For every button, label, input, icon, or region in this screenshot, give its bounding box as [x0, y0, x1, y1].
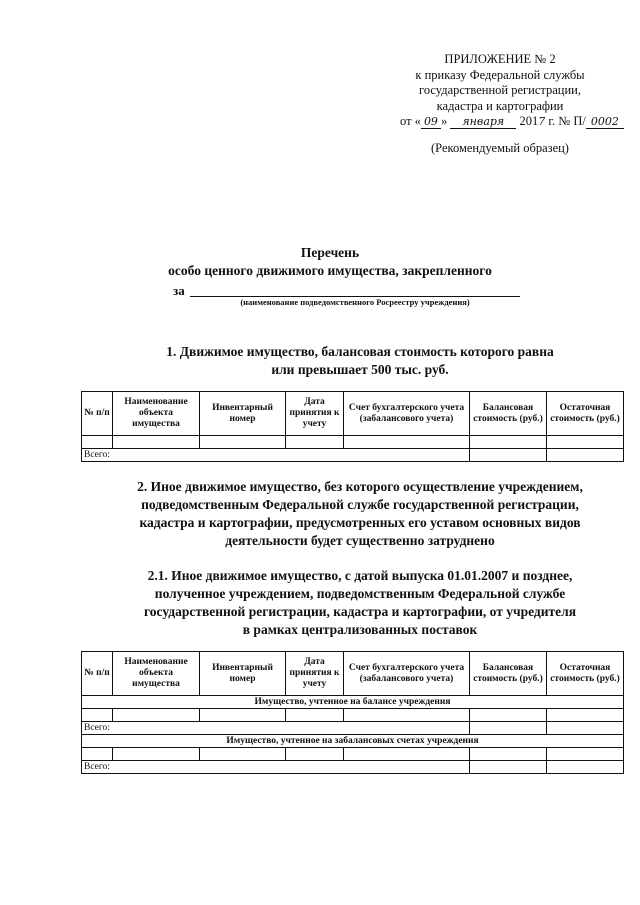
table-1	[81, 391, 624, 462]
table-subheader-balance: Имущество, учтенное на балансе учреждения	[82, 696, 624, 709]
appendix-line-1: к приказу Федеральной службы	[415, 67, 585, 82]
order-month: января	[450, 116, 516, 129]
order-day: 09	[421, 116, 441, 129]
document-subtitle: особо ценного движимого имущества, закрепленного	[168, 263, 492, 278]
col-header-residual: Остаточная стоимость (руб.)	[547, 652, 624, 696]
document-title: Перечень	[300, 245, 360, 260]
table-total-row: Всего:	[82, 761, 624, 774]
appendix-line-2: государственной регистрации,	[419, 83, 581, 97]
col-header-number: № п/п	[82, 652, 113, 696]
section-2-1-heading: 2.1. Иное движимое имущество, с датой выпуска 01.01.2007 и позднее, полученное учреждением, подведомственным Федеральной службе государственной регистрации, кадастра и картографии, от учредителя в рамках централизованных поставок	[144, 568, 576, 637]
institution-name-caption: (наименование подведомственного Росреестру учреждения)	[240, 297, 470, 307]
col-header-inventory: Инвентарный номер	[200, 652, 286, 696]
appendix-date-line: от « 09 » января 2017 г. № П/ 0002	[400, 114, 600, 130]
table-2-header	[82, 652, 624, 696]
section-1-heading: 1. Движимое имущество, балансовая стоимость которого равна или превышает 500 тыс. руб.	[166, 344, 554, 377]
col-header-account: Счет бухгалтерского учета (забалансового учета)	[344, 392, 470, 436]
col-header-date: Дата принятия к учету	[286, 392, 344, 436]
total-label: Всего:	[82, 449, 470, 462]
order-year-digit: 7	[538, 115, 546, 128]
table-subheader-offbalance: Имущество, учтенное на забалансовых счетах учреждения	[82, 735, 624, 748]
col-header-inventory: Инвентарный номер	[200, 392, 286, 436]
table-total-row	[82, 449, 624, 462]
col-header-date: Дата принятия к учету	[286, 652, 344, 696]
order-number: 0002	[586, 116, 624, 129]
col-header-balance: Балансовая стоимость (руб.)	[470, 392, 547, 436]
col-header-balance: Балансовая стоимость (руб.)	[470, 652, 547, 696]
col-header-residual: Остаточная стоимость (руб.)	[547, 392, 624, 436]
col-header-account: Счет бухгалтерского учета (забалансового учета)	[344, 652, 470, 696]
appendix-line-3: кадастра и картографии	[436, 98, 564, 113]
appendix-block	[400, 52, 619, 130]
section-2-heading: 2. Иное движимое имущество, без которого осуществление учреждением, подведомственным Федеральной службе государственной регистрации, кадастра и картографии, предусмотренных его уставом основных видов деятельности будет существенно затруднено	[137, 479, 583, 548]
sample-label: (Рекомендуемый образец)	[431, 141, 569, 155]
table-row	[82, 709, 624, 722]
table-2	[81, 651, 624, 774]
col-header-name: Наименование объекта имущества	[113, 392, 200, 436]
table-row	[82, 436, 624, 449]
appendix-title: ПРИЛОЖЕНИЕ № 2	[444, 52, 556, 66]
col-header-number: № п/п	[82, 392, 113, 436]
table-row	[82, 748, 624, 761]
col-header-name: Наименование объекта имущества	[113, 652, 200, 696]
za-label: за	[173, 283, 185, 298]
table-1-header	[82, 392, 624, 436]
table-total-row: Всего:	[82, 722, 624, 735]
